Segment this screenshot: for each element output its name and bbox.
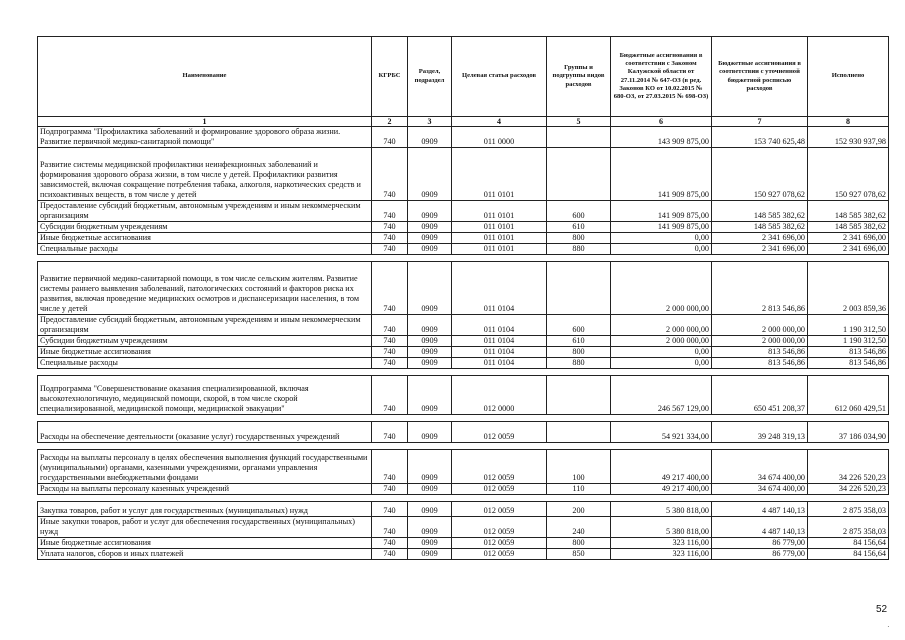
row-law: 323 116,00 (611, 538, 712, 549)
row-done: 84 156,64 (808, 549, 889, 560)
spacer-cell (38, 255, 372, 262)
row-kgrbs: 740 (372, 201, 408, 222)
spacer-cell (712, 495, 808, 502)
row-law: 141 909 875,00 (611, 201, 712, 222)
spacer-cell (712, 443, 808, 450)
row-list: 4 487 140,13 (712, 502, 808, 517)
row-section: 0909 (408, 336, 452, 347)
spacer-cell (808, 495, 889, 502)
row-law: 49 217 400,00 (611, 484, 712, 495)
row-section: 0909 (408, 244, 452, 255)
spacer-cell (547, 415, 611, 422)
col-number: 8 (808, 117, 889, 127)
table-row (38, 376, 889, 415)
row-group (547, 148, 611, 201)
row-list: 2 000 000,00 (712, 315, 808, 336)
row-name: Иные бюджетные ассигнования (38, 538, 372, 549)
row-kgrbs: 740 (372, 222, 408, 233)
page-number: 52 (876, 604, 888, 615)
row-group (547, 376, 611, 415)
header-done: Исполнено (808, 37, 889, 117)
spacer-cell (547, 255, 611, 262)
row-law: 141 909 875,00 (611, 148, 712, 201)
col-number: 4 (452, 117, 547, 127)
row-group (547, 262, 611, 315)
row-group (547, 127, 611, 148)
row-kgrbs: 740 (372, 517, 408, 538)
row-list: 813 546,86 (712, 358, 808, 369)
row-target: 012 0059 (452, 538, 547, 549)
row-target: 011 0101 (452, 233, 547, 244)
spacer-cell (408, 255, 452, 262)
spacer-row (38, 443, 889, 450)
row-done: 1 190 312,50 (808, 315, 889, 336)
row-target: 011 0101 (452, 222, 547, 233)
row-done: 37 186 034,90 (808, 422, 889, 443)
row-name: Предоставление субсидий бюджетным, автономным учреждениям и иным некоммерческим организациям (38, 315, 372, 336)
spacer-cell (408, 495, 452, 502)
spacer-cell (611, 495, 712, 502)
row-target: 011 0104 (452, 262, 547, 315)
table-body (38, 127, 889, 560)
row-group: 610 (547, 222, 611, 233)
row-law: 246 567 129,00 (611, 376, 712, 415)
row-kgrbs: 740 (372, 422, 408, 443)
row-name: Субсидии бюджетным учреждениям (38, 222, 372, 233)
spacer-cell (712, 255, 808, 262)
col-number: 3 (408, 117, 452, 127)
row-target: 011 0101 (452, 244, 547, 255)
header-kgrbs: КГРБС (372, 37, 408, 117)
spacer-row (38, 369, 889, 376)
spacer-row (38, 415, 889, 422)
spacer-cell (372, 495, 408, 502)
row-done: 2 341 696,00 (808, 244, 889, 255)
row-name: Иные закупки товаров, работ и услуг для обеспечения государственных (муниципальных) нужд (38, 517, 372, 538)
spacer-cell (808, 443, 889, 450)
row-group: 880 (547, 244, 611, 255)
row-list: 2 813 546,86 (712, 262, 808, 315)
row-law: 2 000 000,00 (611, 262, 712, 315)
table-row (38, 262, 889, 315)
row-section: 0909 (408, 315, 452, 336)
row-target: 011 0101 (452, 201, 547, 222)
row-done: 1 190 312,50 (808, 336, 889, 347)
row-group: 800 (547, 347, 611, 358)
row-law: 2 000 000,00 (611, 336, 712, 347)
header-list: Бюджетные ассигнования в соответствии с уточненной бюджетной росписью расходов (712, 37, 808, 117)
spacer-cell (372, 415, 408, 422)
spacer-cell (38, 443, 372, 450)
spacer-cell (372, 255, 408, 262)
row-group: 850 (547, 549, 611, 560)
spacer-cell (712, 369, 808, 376)
row-list: 4 487 140,13 (712, 517, 808, 538)
row-section: 0909 (408, 538, 452, 549)
row-kgrbs: 740 (372, 244, 408, 255)
row-target: 011 0104 (452, 358, 547, 369)
row-name: Специальные расходы (38, 358, 372, 369)
row-section: 0909 (408, 422, 452, 443)
row-law: 0,00 (611, 244, 712, 255)
row-kgrbs: 740 (372, 538, 408, 549)
row-section: 0909 (408, 201, 452, 222)
column-number-row (38, 117, 889, 127)
row-section: 0909 (408, 222, 452, 233)
row-name: Расходы на выплаты персоналу казенных учреждений (38, 484, 372, 495)
row-done: 2 875 358,03 (808, 517, 889, 538)
row-target: 011 0104 (452, 336, 547, 347)
table-row (38, 502, 889, 517)
row-group: 600 (547, 315, 611, 336)
row-kgrbs: 740 (372, 549, 408, 560)
row-list: 2 000 000,00 (712, 336, 808, 347)
spacer-cell (452, 369, 547, 376)
row-kgrbs: 740 (372, 315, 408, 336)
row-target: 011 0104 (452, 315, 547, 336)
row-group: 800 (547, 538, 611, 549)
table-row (38, 549, 889, 560)
row-group: 610 (547, 336, 611, 347)
spacer-cell (611, 443, 712, 450)
spacer-cell (372, 443, 408, 450)
row-target: 011 0000 (452, 127, 547, 148)
spacer-cell (452, 495, 547, 502)
row-name: Подпрограмма "Профилактика заболеваний и формирование здорового образа жизни. Развитие первичной медико-санитарной помощи" (38, 127, 372, 148)
row-list: 153 740 625,48 (712, 127, 808, 148)
row-done: 84 156,64 (808, 538, 889, 549)
row-list: 2 341 696,00 (712, 244, 808, 255)
row-section: 0909 (408, 502, 452, 517)
row-name: Расходы на выплаты персоналу в целях обеспечения выполнения функций государственными (муниципальными) органами, казенными учреждениями, органами управления государственными внебюджетными фондами (38, 450, 372, 484)
row-kgrbs: 740 (372, 484, 408, 495)
row-done: 152 930 937,98 (808, 127, 889, 148)
col-number: 1 (38, 117, 372, 127)
row-group: 110 (547, 484, 611, 495)
row-section: 0909 (408, 127, 452, 148)
row-group: 600 (547, 201, 611, 222)
row-law: 143 909 875,00 (611, 127, 712, 148)
row-law: 54 921 334,00 (611, 422, 712, 443)
row-group: 100 (547, 450, 611, 484)
row-section: 0909 (408, 517, 452, 538)
row-kgrbs: 740 (372, 502, 408, 517)
row-target: 012 0000 (452, 376, 547, 415)
col-number: 6 (611, 117, 712, 127)
header-section: Раздел, подраздел (408, 37, 452, 117)
row-done: 813 546,86 (808, 347, 889, 358)
spacer-cell (547, 495, 611, 502)
row-done: 2 341 696,00 (808, 233, 889, 244)
row-group: 800 (547, 233, 611, 244)
row-law: 323 116,00 (611, 549, 712, 560)
spacer-cell (452, 255, 547, 262)
row-law: 2 000 000,00 (611, 315, 712, 336)
row-law: 141 909 875,00 (611, 222, 712, 233)
row-law: 0,00 (611, 233, 712, 244)
table-row (38, 336, 889, 347)
row-law: 5 380 818,00 (611, 517, 712, 538)
spacer-cell (408, 369, 452, 376)
row-section: 0909 (408, 262, 452, 315)
table-row (38, 127, 889, 148)
spacer-cell (611, 369, 712, 376)
header-target: Целевая статья расходов (452, 37, 547, 117)
row-group (547, 422, 611, 443)
row-target: 012 0059 (452, 517, 547, 538)
row-kgrbs: 740 (372, 347, 408, 358)
header-law: Бюджетные ассигнования в соответствии с Законом Калужской области от 27.11.2014 № 647-ОЗ (в ред. Законов КО от 10.02.2015 № 680-ОЗ, от 27.03.2015 № 698-ОЗ) (611, 37, 712, 117)
spacer-cell (611, 255, 712, 262)
spacer-row (38, 495, 889, 502)
table-row (38, 244, 889, 255)
row-name: Расходы на обеспечение деятельности (оказание услуг) государственных учреждений (38, 422, 372, 443)
budget-table (37, 36, 889, 560)
col-number: 7 (712, 117, 808, 127)
row-done: 148 585 382,62 (808, 201, 889, 222)
spacer-cell (38, 369, 372, 376)
row-name: Развитие первичной медико-санитарной помощи, в том числе сельским жителям. Развитие системы раннего выявления заболеваний, патологических состояний и факторов риска их развития, включая проведение медицинских осмотров и диспансеризации населения, в том числе у детей (38, 262, 372, 315)
table-row (38, 148, 889, 201)
row-target: 012 0059 (452, 484, 547, 495)
row-target: 011 0104 (452, 347, 547, 358)
header-row (38, 37, 889, 117)
row-law: 49 217 400,00 (611, 450, 712, 484)
row-section: 0909 (408, 233, 452, 244)
row-group: 880 (547, 358, 611, 369)
row-list: 34 674 400,00 (712, 484, 808, 495)
table-row (38, 422, 889, 443)
row-name: Развитие системы медицинской профилактики неинфекционных заболеваний и формирования здорового образа жизни, в том числе у детей. Профилактики развития зависимостей, включая сокращение потребления табака, алкоголя, наркотических средств и психоактивных веществ, в том числе у детей (38, 148, 372, 201)
row-section: 0909 (408, 450, 452, 484)
col-number: 2 (372, 117, 408, 127)
scan-mark: · (887, 622, 890, 631)
table-row (38, 222, 889, 233)
spacer-cell (38, 495, 372, 502)
row-law: 5 380 818,00 (611, 502, 712, 517)
table-row (38, 517, 889, 538)
spacer-cell (38, 415, 372, 422)
row-kgrbs: 740 (372, 148, 408, 201)
spacer-cell (611, 415, 712, 422)
row-name: Закупка товаров, работ и услуг для государственных (муниципальных) нужд (38, 502, 372, 517)
row-kgrbs: 740 (372, 358, 408, 369)
row-list: 2 341 696,00 (712, 233, 808, 244)
table-row (38, 484, 889, 495)
row-name: Субсидии бюджетным учреждениям (38, 336, 372, 347)
col-number: 5 (547, 117, 611, 127)
row-done: 148 585 382,62 (808, 222, 889, 233)
row-list: 86 779,00 (712, 549, 808, 560)
table-row (38, 450, 889, 484)
row-kgrbs: 740 (372, 262, 408, 315)
row-kgrbs: 740 (372, 127, 408, 148)
row-done: 2 003 859,36 (808, 262, 889, 315)
row-kgrbs: 740 (372, 450, 408, 484)
row-done: 34 226 520,23 (808, 484, 889, 495)
spacer-cell (452, 443, 547, 450)
row-group: 200 (547, 502, 611, 517)
table-row (38, 233, 889, 244)
row-done: 150 927 078,62 (808, 148, 889, 201)
spacer-cell (408, 443, 452, 450)
row-list: 86 779,00 (712, 538, 808, 549)
spacer-cell (452, 415, 547, 422)
header-name: Наименование (38, 37, 372, 117)
row-section: 0909 (408, 549, 452, 560)
row-list: 813 546,86 (712, 347, 808, 358)
row-target: 011 0101 (452, 148, 547, 201)
row-done: 34 226 520,23 (808, 450, 889, 484)
spacer-cell (808, 255, 889, 262)
row-done: 813 546,86 (808, 358, 889, 369)
row-section: 0909 (408, 484, 452, 495)
row-section: 0909 (408, 358, 452, 369)
row-name: Уплата налогов, сборов и иных платежей (38, 549, 372, 560)
row-name: Подпрограмма "Совершенствование оказания специализированной, включая высокотехнологичную, медицинской помощи, скорой, в том числе скорой специализированной, медицинской помощи, медицинской эвакуации" (38, 376, 372, 415)
row-section: 0909 (408, 347, 452, 358)
spacer-cell (808, 415, 889, 422)
row-law: 0,00 (611, 358, 712, 369)
row-list: 650 451 208,37 (712, 376, 808, 415)
row-list: 148 585 382,62 (712, 201, 808, 222)
row-name: Специальные расходы (38, 244, 372, 255)
spacer-cell (808, 369, 889, 376)
row-name: Иные бюджетные ассигнования (38, 347, 372, 358)
spacer-cell (547, 443, 611, 450)
row-list: 150 927 078,62 (712, 148, 808, 201)
table-row (38, 315, 889, 336)
table-row (38, 538, 889, 549)
row-list: 34 674 400,00 (712, 450, 808, 484)
row-target: 012 0059 (452, 450, 547, 484)
row-target: 012 0059 (452, 422, 547, 443)
header-groups: Группы и подгруппы видов расходов (547, 37, 611, 117)
table-row (38, 347, 889, 358)
row-target: 012 0059 (452, 549, 547, 560)
table-row (38, 358, 889, 369)
table-row (38, 201, 889, 222)
row-done: 612 060 429,51 (808, 376, 889, 415)
spacer-row (38, 255, 889, 262)
row-kgrbs: 740 (372, 336, 408, 347)
row-name: Иные бюджетные ассигнования (38, 233, 372, 244)
spacer-cell (408, 415, 452, 422)
row-list: 148 585 382,62 (712, 222, 808, 233)
spacer-cell (712, 415, 808, 422)
row-target: 012 0059 (452, 502, 547, 517)
row-name: Предоставление субсидий бюджетным, автономным учреждениям и иным некоммерческим организациям (38, 201, 372, 222)
row-section: 0909 (408, 148, 452, 201)
row-list: 39 248 319,13 (712, 422, 808, 443)
spacer-cell (372, 369, 408, 376)
row-law: 0,00 (611, 347, 712, 358)
row-group: 240 (547, 517, 611, 538)
row-kgrbs: 740 (372, 376, 408, 415)
spacer-cell (547, 369, 611, 376)
row-section: 0909 (408, 376, 452, 415)
row-kgrbs: 740 (372, 233, 408, 244)
row-done: 2 875 358,03 (808, 502, 889, 517)
